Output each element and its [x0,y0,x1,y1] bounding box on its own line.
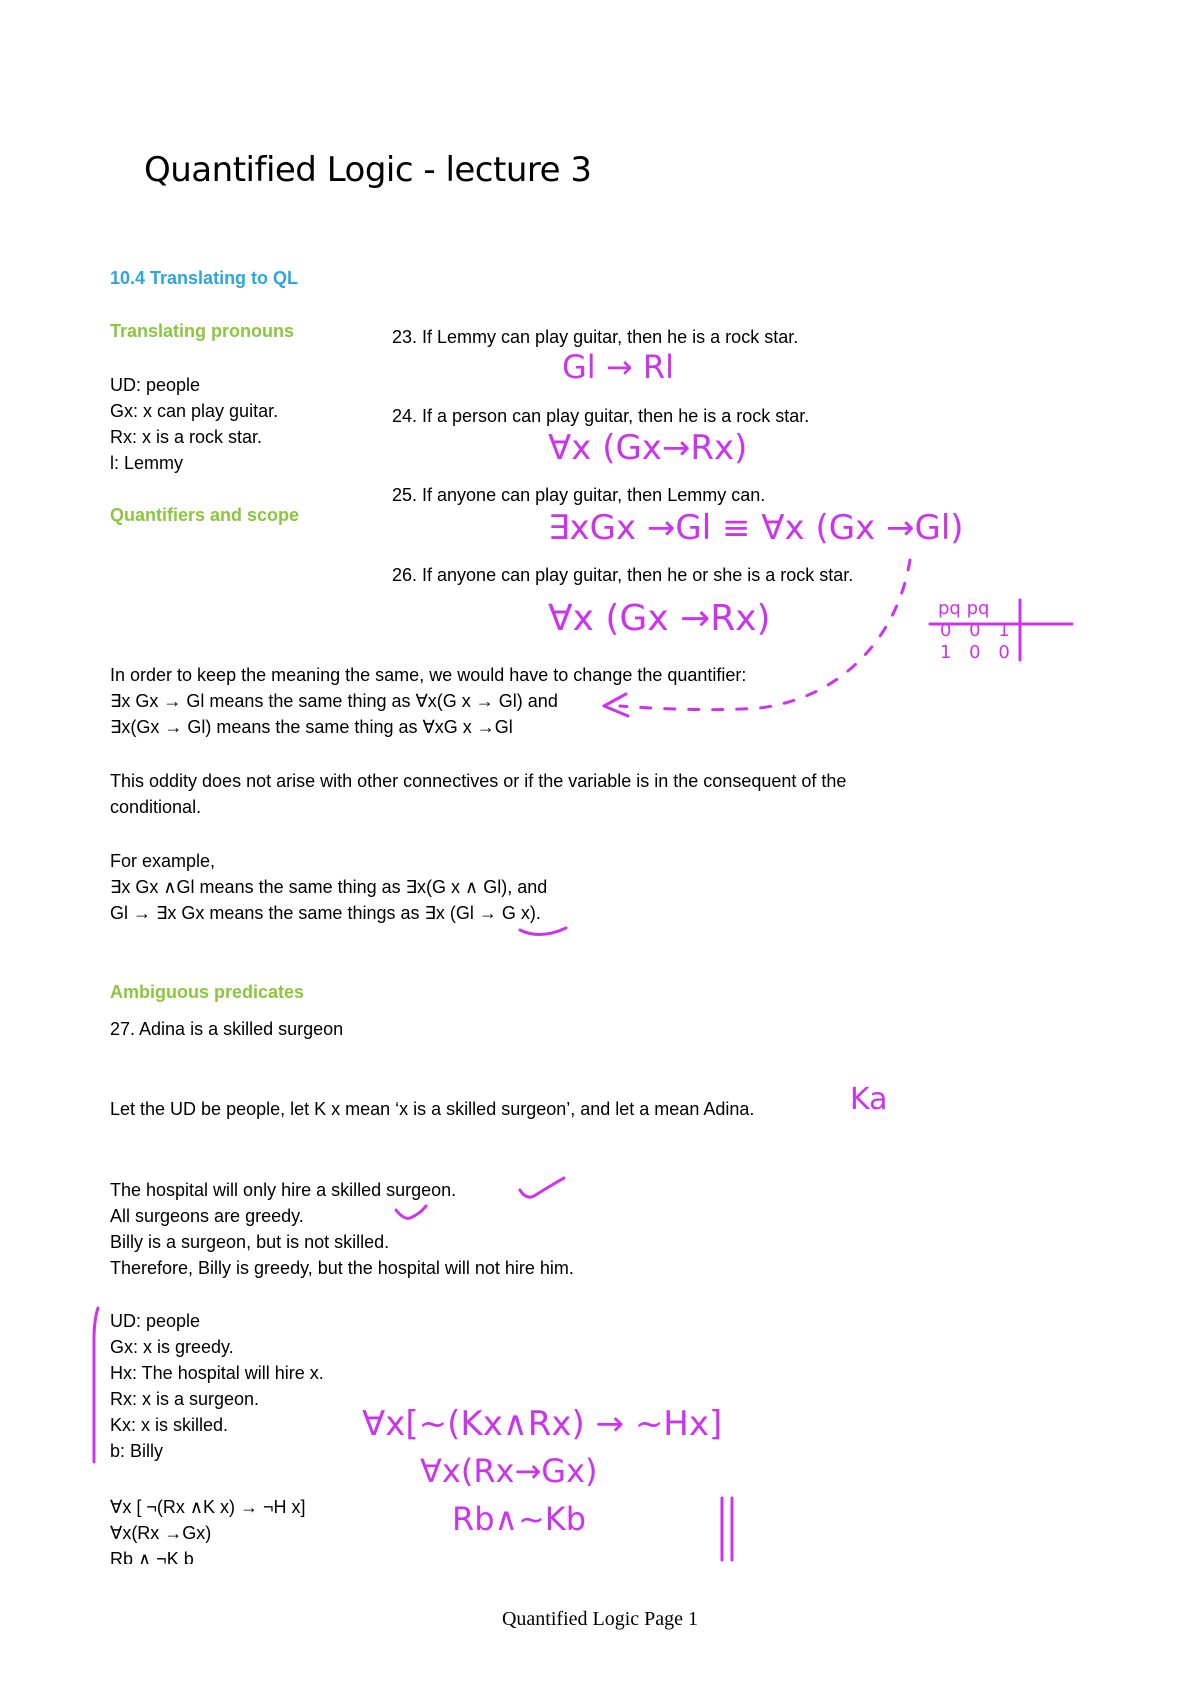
page-footer: Quantified Logic Page 1 [501,1608,699,1630]
text-line: Billy is a surgeon, but is not skilled. [110,1232,390,1252]
text-line: conditional. [110,797,202,817]
item-27: 27. Adina is a skilled surgeon [110,1019,344,1039]
key-line: UD: people [110,375,201,395]
paragraph-example [110,848,547,926]
handwriting-formula-2: ∀x(Rx→Gx) [420,1452,598,1490]
handwriting-25: ∃xGx →Gl ≡ ∀x (Gx →Gl) [548,508,964,548]
handwriting-truth-row: 0 0 1 [940,620,1016,641]
page-title: Quantified Logic - lecture 3 [144,150,592,190]
paragraph-quantifier-change [110,662,746,740]
key-line: l: Lemmy [110,453,184,473]
handwriting-ka: Ka [850,1082,888,1117]
key-line: UD: people [110,1311,201,1331]
let-line: Let the UD be people, let K x mean ‘x is a skilled surgeon’, and let a mean Adina. [110,1099,755,1119]
key-line: Gx: x is greedy. [110,1337,234,1357]
handwriting-23: Gl → Rl [562,348,674,386]
paragraph-oddity [110,768,846,820]
underline-mark [520,928,566,935]
argument-block [110,1177,574,1281]
formula-block [110,1494,306,1564]
key-line: Rx: x is a surgeon. [110,1389,260,1409]
heading-translating-pronouns: Translating pronouns [110,321,295,341]
text-line: In order to keep the meaning the same, we would have to change the quantifier: [110,665,747,685]
handwriting-24: ∀x (Gx→Rx) [548,428,748,468]
text-line: This oddity does not arise with other connectives or if the variable is in the consequent of the [110,771,847,791]
text-line: Therefore, Billy is greedy, but the hospital will not hire him. [110,1258,574,1278]
formula-line: ∀x(Rx →Gx) [110,1523,212,1543]
heading-quantifiers-scope: Quantifiers and scope [110,505,300,525]
text-line: Gl → ∃x Gx means the same things as ∃x (Gl → G x). [110,903,541,923]
bracket-line [94,1308,98,1462]
key-block-2 [110,1308,324,1464]
key-line: Hx: The hospital will hire x. [110,1363,324,1383]
handwriting-26: ∀x (Gx →Rx) [548,598,771,639]
key-line: Gx: x can play guitar. [110,401,279,421]
handwriting-formula-1: ∀x[~(Kx∧Rx) → ~Hx] [362,1404,723,1444]
handwriting-truth-header: pq pq [938,598,990,619]
text-line: ∃x Gx ∧Gl means the same thing as ∃x(G x ∧ Gl), and [110,877,548,897]
item-24: 24. If a person can play guitar, then he is a rock star. [392,406,810,426]
section-heading: 10.4 Translating to QL [110,268,299,288]
item-26: 26. If anyone can play guitar, then he or she is a rock star. [392,565,854,585]
heading-ambiguous-predicates: Ambiguous predicates [110,982,305,1002]
text-line: For example, [110,851,216,871]
key-line: Kx: x is skilled. [110,1415,229,1435]
handwriting-formula-3: Rb∧~Kb [452,1500,587,1538]
text-line: All surgeons are greedy. [110,1206,304,1226]
text-line: ∃x Gx → Gl means the same thing as ∀x(G x → Gl) and [110,691,558,711]
text-line: The hospital will only hire a skilled surgeon. [110,1180,457,1200]
item-25: 25. If anyone can play guitar, then Lemmy can. [392,485,766,505]
item-23: 23. If Lemmy can play guitar, then he is a rock star. [392,327,799,347]
handwriting-truth-row: 1 0 0 [940,642,1016,663]
key-block [110,372,278,476]
key-line: b: Billy [110,1441,164,1461]
formula-line: Rb ∧ ¬K b [110,1549,194,1564]
text-line: ∃x(Gx → Gl) means the same thing as ∀xG x →Gl [110,717,513,737]
formula-line: ∀x [ ¬(Rx ∧K x) → ¬H x] [110,1497,306,1517]
key-line: Rx: x is a rock star. [110,427,263,447]
